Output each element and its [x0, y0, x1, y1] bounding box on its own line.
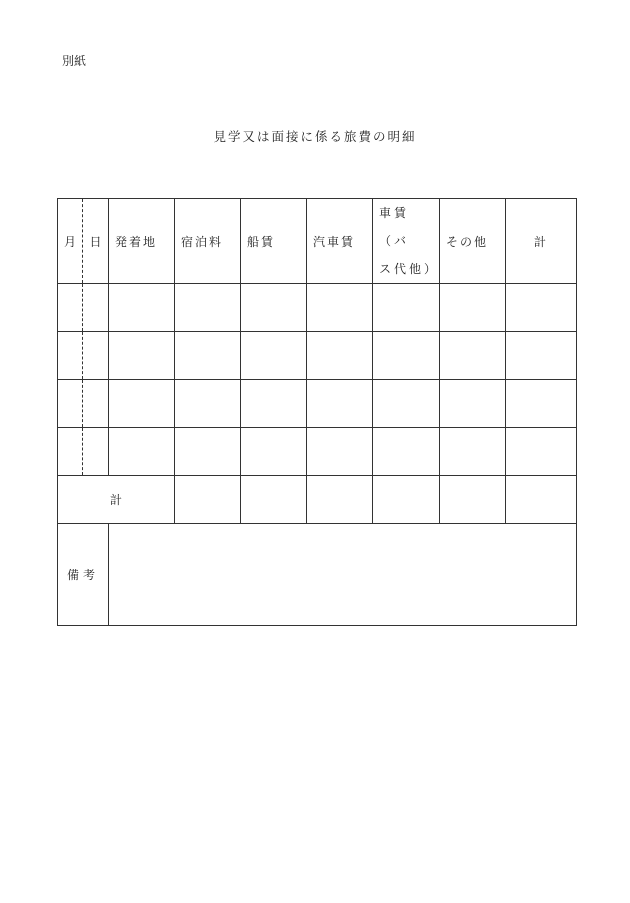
cell-total[interactable]	[506, 284, 577, 332]
cell-lodging[interactable]	[175, 332, 241, 380]
table-row	[58, 380, 577, 428]
table-row	[58, 284, 577, 332]
header-lodging: 宿泊料	[175, 199, 241, 284]
total-car-fare[interactable]	[373, 476, 440, 524]
header-other: その他	[440, 199, 506, 284]
cell-ship-fare[interactable]	[241, 428, 307, 476]
header-train-fare: 汽車賃	[307, 199, 373, 284]
header-car-fare	[373, 199, 440, 284]
total-train-fare[interactable]	[307, 476, 373, 524]
cell-day[interactable]	[83, 428, 109, 476]
cell-train-fare[interactable]	[307, 332, 373, 380]
document-title: 見学又は面接に係る旅費の明細	[213, 129, 417, 144]
cell-other[interactable]	[440, 332, 506, 380]
cell-other[interactable]	[440, 284, 506, 332]
cell-lodging[interactable]	[175, 284, 241, 332]
cell-lodging[interactable]	[175, 428, 241, 476]
header-car-fare-line2: ス代他）	[379, 262, 440, 276]
cell-other[interactable]	[440, 380, 506, 428]
remarks-row	[58, 524, 577, 626]
cell-ship-fare[interactable]	[241, 332, 307, 380]
cell-train-fare[interactable]	[307, 284, 373, 332]
cell-ship-fare[interactable]	[241, 284, 307, 332]
header-origin-destination: 発着地	[109, 199, 175, 284]
cell-day[interactable]	[83, 380, 109, 428]
table-row	[58, 332, 577, 380]
cell-month[interactable]	[58, 380, 83, 428]
cell-car-fare[interactable]	[373, 380, 440, 428]
total-other[interactable]	[440, 476, 506, 524]
cell-lodging[interactable]	[175, 380, 241, 428]
remarks-field[interactable]	[109, 524, 577, 626]
cell-month[interactable]	[58, 428, 83, 476]
cell-car-fare[interactable]	[373, 428, 440, 476]
cell-month[interactable]	[58, 332, 83, 380]
cell-month[interactable]	[58, 284, 83, 332]
remarks-label: 備考	[58, 524, 109, 626]
total-ship-fare[interactable]	[241, 476, 307, 524]
cell-car-fare[interactable]	[373, 332, 440, 380]
total-grand[interactable]	[506, 476, 577, 524]
header-month: 月	[58, 199, 83, 284]
cell-total[interactable]	[506, 380, 577, 428]
total-row-label: 計	[58, 476, 175, 524]
header-row	[58, 199, 577, 284]
cell-origin-destination[interactable]	[109, 284, 175, 332]
cell-car-fare[interactable]	[373, 284, 440, 332]
cell-ship-fare[interactable]	[241, 380, 307, 428]
cell-train-fare[interactable]	[307, 380, 373, 428]
cell-train-fare[interactable]	[307, 428, 373, 476]
appendix-label: 別紙	[62, 54, 87, 68]
total-lodging[interactable]	[175, 476, 241, 524]
header-total: 計	[506, 199, 577, 284]
header-car-fare-line1: 車賃（バ	[379, 206, 410, 248]
cell-origin-destination[interactable]	[109, 380, 175, 428]
cell-other[interactable]	[440, 428, 506, 476]
total-row	[58, 476, 577, 524]
cell-total[interactable]	[506, 428, 577, 476]
cell-origin-destination[interactable]	[109, 428, 175, 476]
header-day: 日	[83, 199, 109, 284]
cell-day[interactable]	[83, 284, 109, 332]
cell-origin-destination[interactable]	[109, 332, 175, 380]
travel-expense-table	[57, 198, 577, 626]
cell-day[interactable]	[83, 332, 109, 380]
header-ship-fare: 船賃	[241, 199, 307, 284]
cell-total[interactable]	[506, 332, 577, 380]
table-row	[58, 428, 577, 476]
